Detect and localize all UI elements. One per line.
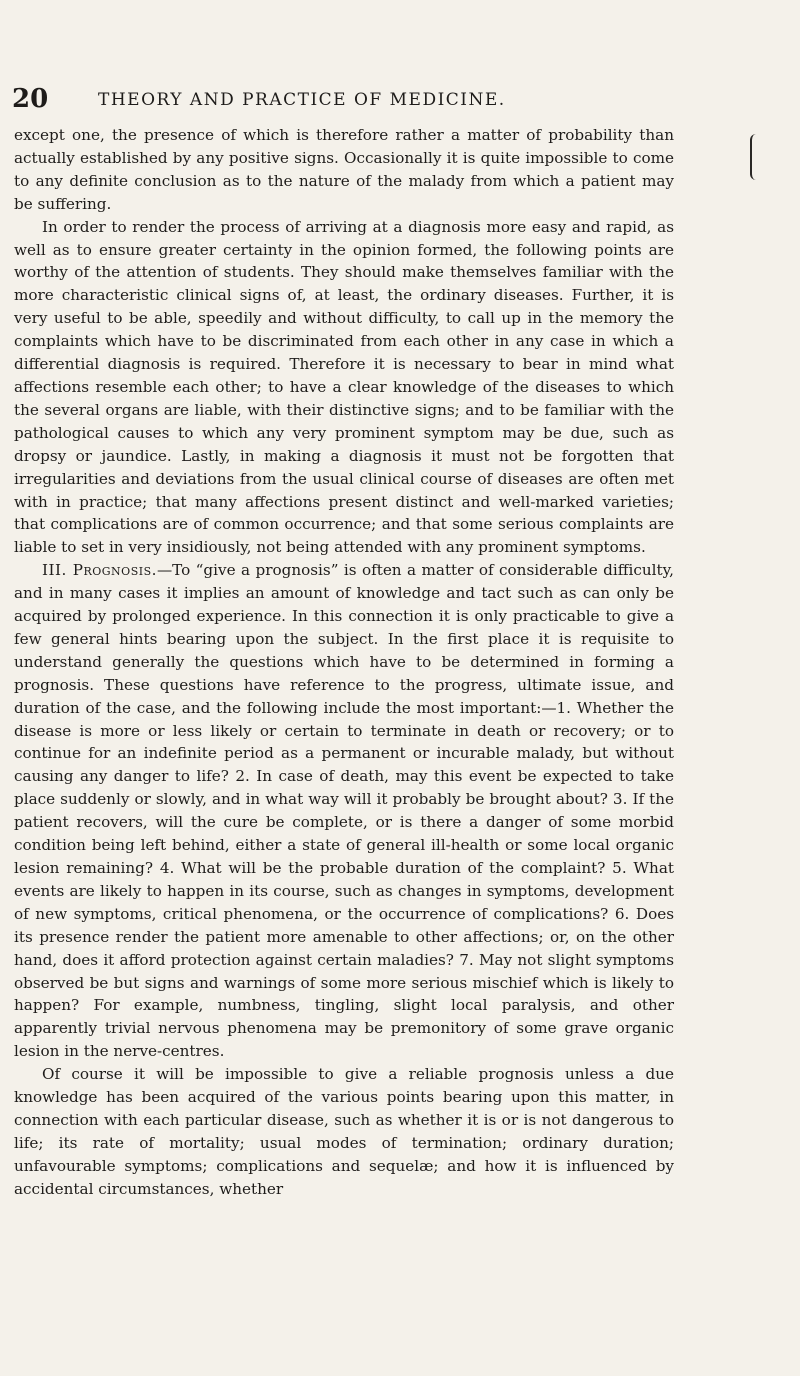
page-number: 20: [12, 84, 49, 114]
body-text: [14, 124, 674, 1201]
running-title: THEORY AND PRACTICE OF MEDICINE.: [98, 90, 506, 110]
paragraph-prognosis: [14, 559, 674, 1063]
paragraph-continuation: except one, the presence of which is therefore rather a matter of probability than actually established by any positive signs. Occasionally it is quite impossible to come to any definite conclusion as to the nature of the malady from which a patient may be suffering.: [14, 126, 674, 213]
paragraph-diagnosis-points: In order to render the process of arriving at a diagnosis more easy and rapid, as well as to ensure greater certainty in the opinion formed, the following points are worthy of the attention of students. They should make themselves familiar with the more characteristic clinical signs of, at least, the ordinary diseases. Further, it is very useful to be able, speedily and without difficulty, to call up in the memory the complaints which have to be discriminated from each other in any case in which a differential diagnosis is required. Therefore it is necessary to bear in mind what affections resemble each other; to have a clear knowledge of the diseases to which the several organs are liable, with their distinctive signs; and to be familiar with the pathological causes to which any very prominent symptom may be due, such as dropsy or jaundice. Lastly, in making a diagnosis it must not be forgotten that irregularities and deviations from the usual clinical course of diseases are often met with in practice; that many affections present distinct and well-marked varieties; that complications are of common occurrence; and that some serious complaints are liable to set in very insidiously, not being attended with any prominent symptoms.: [14, 217, 674, 557]
page-header: [12, 84, 712, 118]
margin-bracket-mark: [750, 134, 762, 180]
paragraph-prognosis-knowledge: Of course it will be impossible to give a reliable prognosis unless a due knowledge has been acquired of the various points bearing upon this matter, in connection with each particular disease, such as whether it is or is not dangerous to life; its rate of mortality; usual modes of termination; ordinary duration; unfavourable symptoms; complications and sequelæ; and how it is influenced by accidental circumstances, whether: [14, 1065, 674, 1198]
prognosis-heading: III. Prognosis.: [42, 561, 157, 580]
prognosis-text: —To “give a prognosis” is often a matter of considerable difficulty, and in many cases it implies an amount of knowledge and tact such as can only be acquired by prolonged experience. In this connection it is only practicable to give a few general hints bearing upon the subject. In the first place it is requisite to understand generally the questions which have to be determined in forming a prognosis. These questions have reference to the progress, ultimate issue, and duration of the case, and the following include the most important:—1. Whether the disease is more or less likely or certain to terminate in death or recovery; or to continue for an indefinite period as a permanent or incurable malady, but without causing any danger to life? 2. In case of death, may this event be expected to take place suddenly or slowly, and in what way will it probably be brought about? 3. If the patient recovers, will the cure be complete, or is there a danger of some morbid condition being left behind, either a state of general ill-health or some local organic lesion remaining? 4. What will be the probable duration of the complaint? 5. What events are likely to happen in its course, such as changes in symptoms, development of new symptoms, critical phenomena, or the occurrence of complications? 6. Does its presence render the patient more amenable to other affections; or, on the other hand, does it afford protection against certain maladies? 7. May not slight symptoms observed be but signs and warnings of some more serious mischief which is likely to happen? For example, numbness, tingling, slight local paralysis, and other apparently trivial nervous phenomena may be premonitory of some grave organic lesion in the nerve-centres.: [14, 561, 674, 1061]
